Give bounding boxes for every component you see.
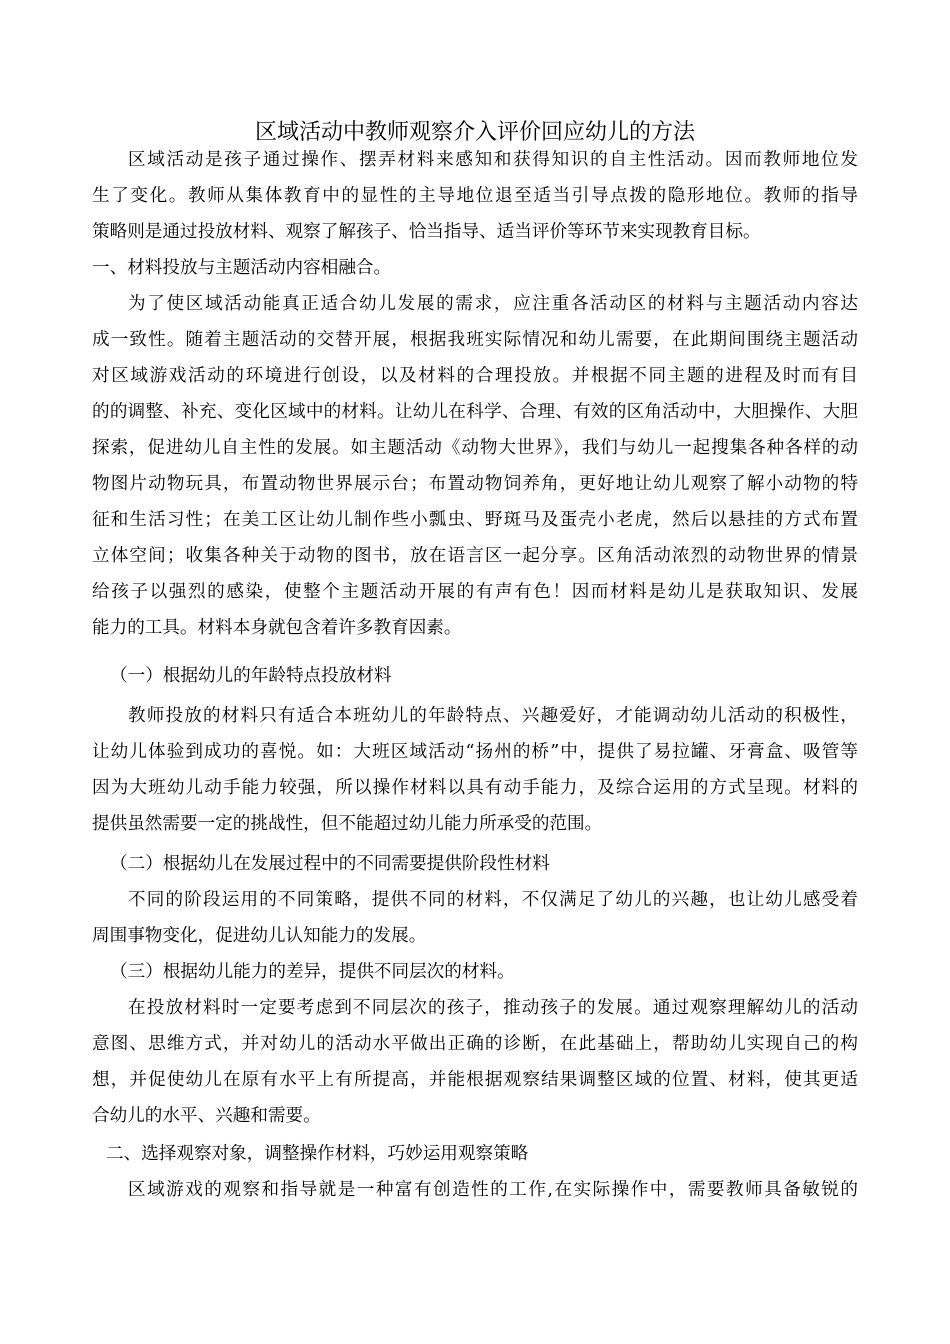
paragraph-line: 区域活动是孩子通过操作、摆弄材料来感知和获得知识的自主性活动。因而教师地位发	[128, 150, 858, 170]
paragraph-line: 立体空间；收集各种关于动物的图书，放在语言区一起分享。区角活动浓烈的动物世界的情景	[92, 546, 858, 566]
paragraph-line: 物图片动物玩具，布置动物世界展示台；布置动物饲养角，更好地让幼儿观察了解小动物的特	[92, 474, 858, 494]
paragraph-line: 区域游戏的观察和指导就是一种富有创造性的工作,在实际操作中，需要教师具备敏锐的	[128, 1180, 858, 1200]
section-heading: 二、选择观察对象，调整操作材料，巧妙运用观察策略	[106, 1144, 529, 1164]
paragraph-line: 提供虽然需要一定的挑战性，但不能超过幼儿能力所承受的范围。	[92, 814, 603, 834]
paragraph-line: 策略则是通过投放材料、观察了解孩子、恰当指导、适当评价等环节来实现教育目标。	[92, 222, 761, 242]
paragraph-line: 因为大班幼儿动手能力较强，所以操作材料以具有动手能力，及综合运用的方式呈现。材料的	[92, 778, 858, 798]
paragraph-line: 让幼儿体验到成功的喜悦。如：大班区域活动“扬州的桥”中，提供了易拉罐、牙膏盒、吸管等	[92, 742, 858, 762]
paragraph-line: 给孩子以强烈的感染，使整个主题活动开展的有声有色！因而材料是幼儿是获取知识、发展	[92, 582, 858, 602]
paragraph-line: 在投放材料时一定要考虑到不同层次的孩子，推动孩子的发展。通过观察理解幼儿的活动	[128, 998, 858, 1018]
paragraph-line: 意图、思维方式，并对幼儿的活动水平做出正确的诊断，在此基础上，帮助幼儿实现自己的构	[92, 1034, 858, 1054]
paragraph-line: 不同的阶段运用的不同策略，提供不同的材料，不仅满足了幼儿的兴趣，也让幼儿感受着	[128, 890, 858, 910]
subsection-heading: （一）根据幼儿的年龄特点投放材料	[110, 666, 392, 686]
subsection-heading: （三）根据幼儿能力的差异，提供不同层次的材料。	[110, 962, 515, 982]
paragraph-line: 教师投放的材料只有适合本班幼儿的年龄特点、兴趣爱好，才能调动幼儿活动的积极性，	[128, 706, 858, 726]
paragraph-line: 能力的工具。材料本身就包含着许多教育因素。	[92, 618, 462, 638]
paragraph-line: 想，并促使幼儿在原有水平上有所提高，并能根据观察结果调整区域的位置、材料，使其更适	[92, 1070, 858, 1090]
paragraph-line: 周围事物变化，促进幼儿认知能力的发展。	[92, 926, 427, 946]
section-heading: 一、材料投放与主题活动内容相融合。	[92, 258, 392, 278]
paragraph-line: 对区域游戏活动的环境进行创设，以及材料的合理投放。并根据不同主题的进程及时而有目	[92, 366, 858, 386]
paragraph-line: 的的调整、补充、变化区域中的材料。让幼儿在科学、合理、有效的区角活动中，大胆操作、大胆	[92, 402, 858, 422]
document-title: 区域活动中教师观察介入评价回应幼儿的方法	[254, 120, 695, 145]
paragraph-line: 生了变化。教师从集体教育中的显性的主导地位退至适当引导点拨的隐形地位。教师的指导	[92, 186, 858, 206]
paragraph-line: 征和生活习性；在美工区让幼儿制作些小瓢虫、野斑马及蛋壳小老虎，然后以悬挂的方式布置	[92, 510, 858, 530]
subsection-heading: （二）根据幼儿在发展过程中的不同需要提供阶段性材料	[110, 854, 550, 874]
paragraph-line: 探索，促进幼儿自主性的发展。如主题活动《动物大世界》，我们与幼儿一起搜集各种各样的动	[92, 438, 858, 458]
paragraph-line: 合幼儿的水平、兴趣和需要。	[92, 1106, 321, 1126]
paragraph-line: 为了使区域活动能真正适合幼儿发展的需求，应注重各活动区的材料与主题活动内容达	[128, 294, 858, 314]
paragraph-line: 成一致性。随着主题活动的交替开展，根据我班实际情况和幼儿需要，在此期间围绕主题活动	[92, 330, 858, 350]
